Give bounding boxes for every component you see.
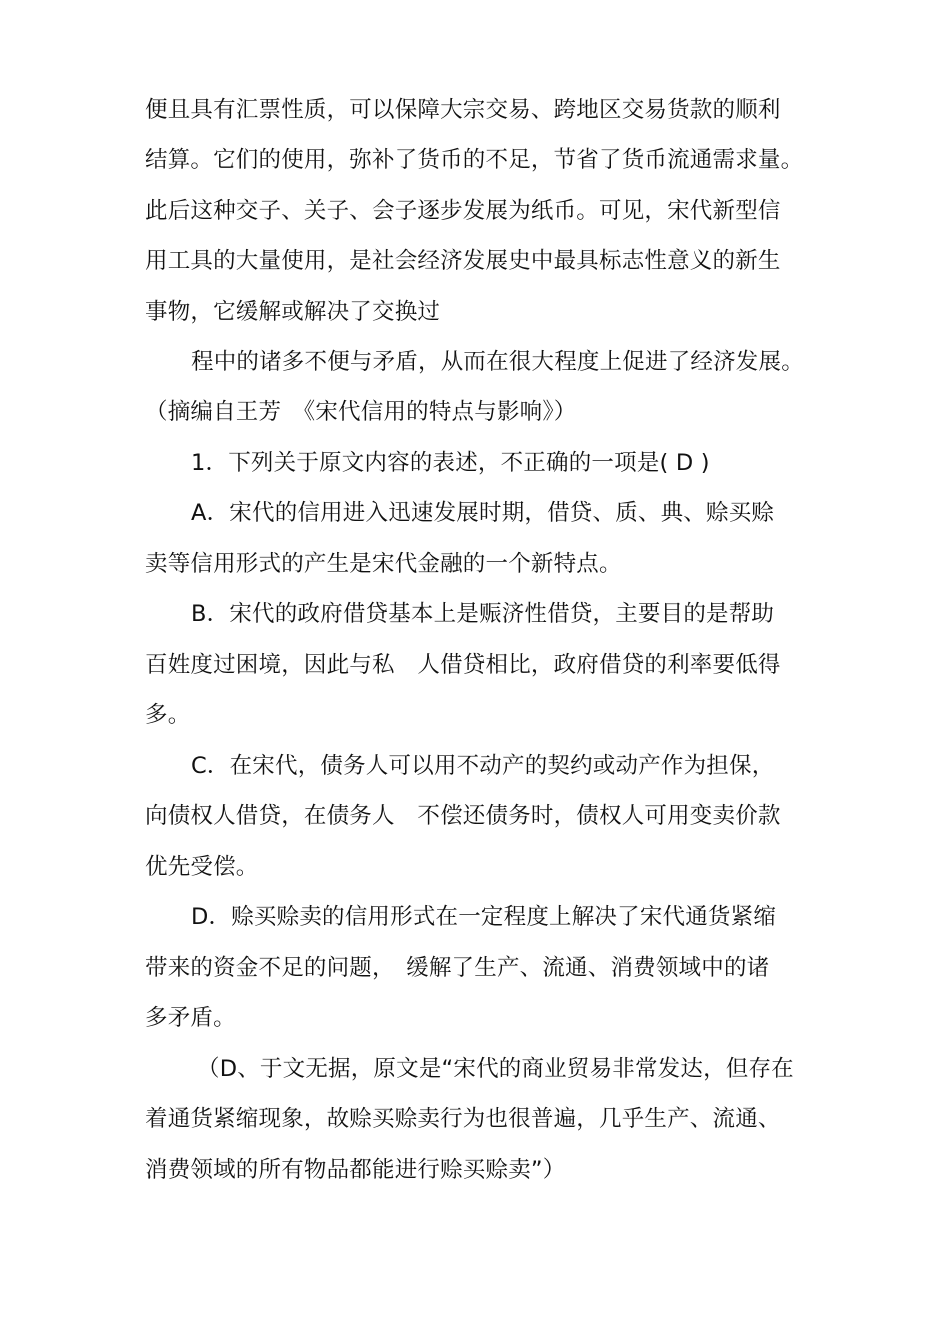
option-c-line-2: 向债权人借贷，在债务人 不偿还债务时，债权人可用变卖价款	[145, 803, 781, 829]
paragraph-line-1: 便且具有汇票性质，可以保障大宗交易、跨地区交易货款的顺利	[145, 97, 781, 123]
paragraph-line-6: 程中的诸多不便与矛盾，从而在很大程度上促进了经济发展。	[191, 349, 804, 375]
option-d-line-2: 带来的资金不足的问题， 缓解了生产、流通、消费领域中的诸	[145, 955, 770, 981]
option-c-line-3: 优先受偿。	[145, 854, 259, 880]
option-d-line-1: D．赊买赊卖的信用形式在一定程度上解决了宋代通货紧缩	[191, 904, 777, 930]
answer-explanation-line-2: 着通货紧缩现象，故赊买赊卖行为也很普遍，几乎生产、流通、	[145, 1106, 781, 1132]
answer-explanation-line-3: 消费领域的所有物品都能进行赊买赊卖”）	[145, 1157, 566, 1183]
option-a-line-1: A．宋代的信用进入迅速发展时期，借贷、质、典、赊买赊	[191, 500, 775, 526]
paragraph-line-2: 结算。它们的使用，弥补了货币的不足，节省了货币流通需求量。	[145, 147, 804, 173]
option-b-line-1: B．宋代的政府借贷基本上是赈济性借贷，主要目的是帮助	[191, 601, 775, 627]
option-d-line-3: 多矛盾。	[145, 1005, 236, 1031]
option-b-line-2: 百姓度过困境，因此与私 人借贷相比，政府借贷的利率要低得	[145, 652, 781, 678]
answer-explanation-line-1: （D、于文无据，原文是“宋代的商业贸易非常发达，但存在	[197, 1056, 794, 1082]
paragraph-line-3: 此后这种交子、关子、会子逐步发展为纸币。可见，宋代新型信	[145, 198, 781, 224]
option-a-line-2: 卖等信用形式的产生是宋代金融的一个新特点。	[145, 551, 622, 577]
option-c-line-1: C．在宋代，债务人可以用不动产的契约或动产作为担保，	[191, 753, 775, 779]
paragraph-line-5: 事物，它缓解或解决了交换过	[145, 299, 441, 325]
citation-line: （摘编自王芳 《宋代信用的特点与影响》）	[145, 399, 577, 425]
paragraph-line-4: 用工具的大量使用，是社会经济发展史中最具标志性意义的新生	[145, 248, 781, 274]
question-stem: 1．下列关于原文内容的表述，不正确的一项是( D )	[191, 450, 710, 476]
option-b-line-3: 多。	[145, 702, 191, 728]
